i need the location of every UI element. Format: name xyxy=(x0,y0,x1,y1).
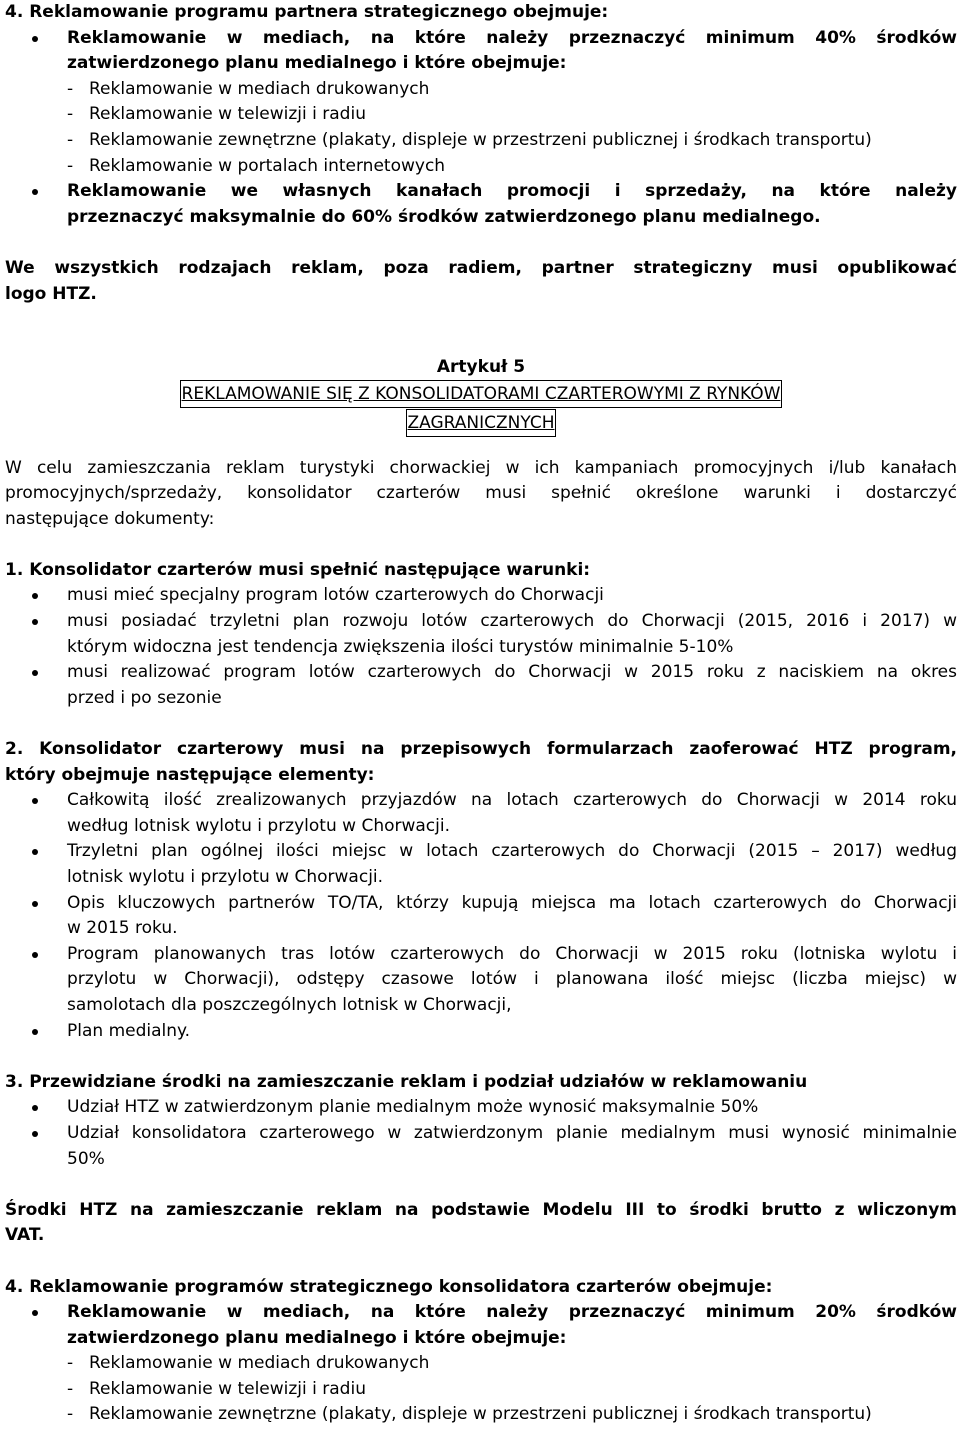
point-2-item: Opis kluczowych partnerów TO/TA, którzy kupują miejsca ma lotach czarterowych do Chorwacji xyxy=(5,891,957,917)
point-1-item: musi realizować program lotów czarterowych do Chorwacji w 2015 roku z naciskiem na okres xyxy=(5,660,957,686)
point-3-item: Udział konsolidatora czarterowego w zatwierdzonym planie medialnym musi wynosić minimalnie xyxy=(5,1121,957,1147)
article-title-line1: REKLAMOWANIE SIĘ Z KONSOLIDATORAMI CZARTEROWYMI Z RYNKÓW xyxy=(181,384,781,405)
point-1-heading: 1. Konsolidator czarterów musi spełnić następujące warunki: xyxy=(5,559,591,580)
point-2-item: Program planowanych tras lotów czarterowych do Chorwacji w 2015 roku (lotniska wylotu i xyxy=(5,942,957,968)
intro-line1: W celu zamieszczania reklam turystyki chorwackiej w ich kampaniach promocyjnych i/lub kanałach xyxy=(5,457,957,478)
dash-marker: - xyxy=(67,155,74,176)
intro-line3: następujące dokumenty: xyxy=(5,508,215,529)
point-3-item-cont: 50% xyxy=(67,1148,105,1169)
article-title xyxy=(5,411,957,437)
bullet-media-line1: Reklamowanie w mediach, na które należy przeznaczyć minimum 40% środków xyxy=(5,26,957,52)
dash-text: Reklamowanie zewnętrzne (plakaty, displeje w przestrzeni publicznej i środkach transportu) xyxy=(89,1404,872,1425)
bullet-media-20-line2: zatwierdzonego planu medialnego i które obejmuje: xyxy=(67,1327,567,1348)
dash-text: Reklamowanie w mediach drukowanych xyxy=(89,78,430,99)
document-page xyxy=(5,0,957,1428)
point-1-item: musi posiadać trzyletni plan rozwoju lotów czarterowych do Chorwacji (2015, 2016 i 2017) w xyxy=(5,609,957,635)
section-4-heading: 4. Reklamowanie programu partnera strategicznego obejmuje: xyxy=(5,2,609,22)
section-4b-heading: 4. Reklamowanie programów strategicznego konsolidatora czarterów obejmuje: xyxy=(5,1276,773,1297)
article-title-line2: ZAGRANICZNYCH xyxy=(407,412,555,433)
dash-text: Reklamowanie w mediach drukowanych xyxy=(89,1353,430,1374)
dash-item xyxy=(5,102,957,128)
dash-text: Reklamowanie w portalach internetowych xyxy=(89,155,446,176)
bullet-media-line2: zatwierdzonego planu medialnego i które obejmuje: xyxy=(67,53,567,74)
article-number: Artykuł 5 xyxy=(436,356,526,377)
point-2-heading-line1: 2. Konsolidator czarterowy musi na przepisowych formularzach zaoferować HTZ program, xyxy=(5,739,957,760)
dash-item xyxy=(5,154,957,180)
dash-item xyxy=(5,1402,957,1428)
bullet-own-channels-line1: Reklamowanie we własnych kanałach promocji i sprzedaży, na które należy xyxy=(5,179,957,205)
dash-text: Reklamowanie w telewizji i radiu xyxy=(89,104,366,125)
dash-text: Reklamowanie w telewizji i radiu xyxy=(89,1378,366,1399)
logo-note-line2: logo HTZ. xyxy=(5,283,97,304)
point-3-heading: 3. Przewidziane środki na zamieszczanie reklam i podział udziałów w reklamowaniu xyxy=(5,1071,808,1092)
dash-marker: - xyxy=(67,78,74,99)
dash-item xyxy=(5,128,957,154)
point-2-item-cont: samolotach dla poszczególnych lotnisk w Chorwacji, xyxy=(67,994,512,1015)
point-1-item-cont: którym widoczna jest tendencja zwiększenia ilości turystów minimalnie 5-10% xyxy=(67,636,734,657)
dash-marker: - xyxy=(67,1404,74,1425)
dash-item xyxy=(5,77,957,103)
point-1-item: musi mieć specjalny program lotów czarterowych do Chorwacji xyxy=(5,583,957,609)
point-2-item-cont: w 2015 roku. xyxy=(67,918,178,939)
bullet-media-20-line1: Reklamowanie w mediach, na które należy przeznaczyć minimum 20% środków xyxy=(5,1300,957,1326)
dash-item xyxy=(5,1377,957,1403)
point-2-heading-line2: który obejmuje następujące elementy: xyxy=(5,764,375,785)
point-2-item: Całkowitą ilość zrealizowanych przyjazdów na lotach czarterowych do Chorwacji w 2014 roku xyxy=(5,788,957,814)
point-3-item: Udział HTZ w zatwierdzonym planie medialnym może wynosić maksymalnie 50% xyxy=(5,1095,957,1121)
point-2-item-cont: według lotnisk wylotu i przylotu w Chorwacji. xyxy=(67,815,450,836)
article-title xyxy=(5,382,957,408)
dash-marker: - xyxy=(67,129,74,150)
dash-marker: - xyxy=(67,1353,74,1374)
dash-text: Reklamowanie zewnętrzne (plakaty, displeje w przestrzeni publicznej i środkach transportu) xyxy=(89,129,872,150)
intro-line2: promocyjnych/sprzedaży, konsolidator czarterów musi spełnić określone warunki i dostarczyć xyxy=(5,483,957,504)
dash-item xyxy=(5,1351,957,1377)
point-1-item-cont: przed i po sezonie xyxy=(67,687,222,708)
funds-note-line2: VAT. xyxy=(5,1225,45,1246)
point-2-item: Plan medialny. xyxy=(5,1019,957,1045)
funds-note-line1: Środki HTZ na zamieszczanie reklam na podstawie Modelu III to środki brutto z wliczonym xyxy=(5,1199,957,1220)
dash-marker: - xyxy=(67,104,74,125)
point-2-item: Trzyletni plan ogólnej ilości miejsc w lotach czarterowych do Chorwacji (2015 – 2017) według xyxy=(5,839,957,865)
point-2-item-cont: przylotu w Chorwacji), odstępy czasowe lotów i planowana ilość miejsc (liczba miejsc) w xyxy=(67,969,957,990)
bullet-own-channels-line2: przeznaczyć maksymalnie do 60% środków zatwierdzonego planu medialnego. xyxy=(67,206,821,227)
point-2-item-cont: lotnisk wylotu i przylotu w Chorwacji. xyxy=(67,867,384,887)
logo-note-line1: We wszystkich rodzajach reklam, poza radiem, partner strategiczny musi opublikować xyxy=(5,257,957,278)
dash-marker: - xyxy=(67,1378,74,1399)
